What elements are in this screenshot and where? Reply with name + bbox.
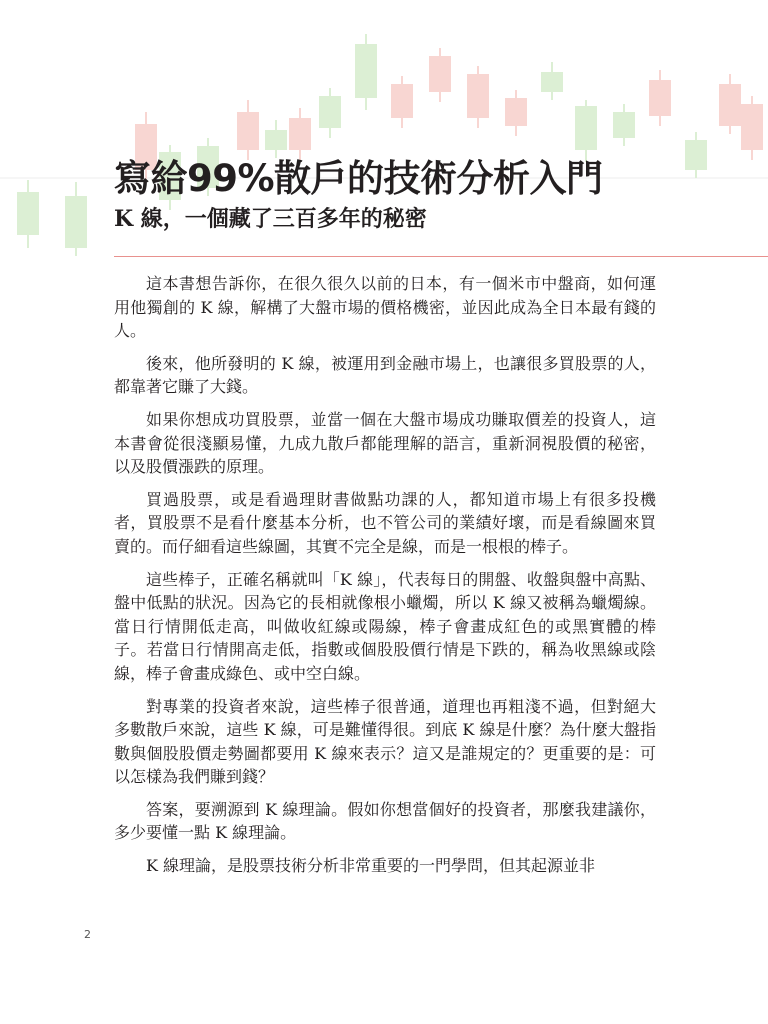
candle-body [429, 56, 451, 92]
candle-body [289, 118, 311, 150]
candle-body [541, 72, 563, 92]
candle-body [65, 196, 87, 248]
paragraph: K 線理論，是股票技術分析非常重要的一門學問，但其起源並非 [146, 856, 596, 876]
paragraph: 如果你想成功買股票，並當一個在大盤市場成功賺取價差的投資人，這本書會從很淺顯易懂，九成九散戶都能理解的語言，重新洞視股價的秘密，以及股價漲跌的原理。 [114, 409, 656, 477]
candle-body [237, 112, 259, 150]
page-number: 2 [84, 928, 91, 941]
candle-body [613, 112, 635, 138]
candle-body [719, 84, 741, 126]
page-title: 寫給99%散戶的技術分析入門 [114, 157, 603, 200]
paragraph: 這些棒子，正確名稱就叫「K 線」，代表每日的開盤、收盤與盤中高點、盤中低點的狀況。因為它的長相就像根小蠟燭，所以 K 線又被稱為蠟燭線。當日行情開低走高，叫做收紅線或陽線，棒子會畫成紅色的或黑實體的棒子。若當日行情開高走低，指數或個股股價行情是下跌的，稱為收黑線或陰線，棒子會畫成綠色、或中空白線。 [114, 569, 656, 683]
paragraph: 對專業的投資者來說，這些棒子很普通，道理也再粗淺不過，但對絕大多數散戶來說，這些 K 線，可是難懂得很。到底 K 線是什麼？為什麼大盤指數與個股股價走勢圖都要用 K 線來表示？這又是誰規定的？更重要的是：可以怎樣為我們賺到錢？ [114, 696, 656, 787]
body-text [114, 272, 656, 887]
candle-body [17, 192, 39, 235]
paragraph: 買過股票，或是看過理財書做點功課的人，都知道市場上有很多投機者，買股票不是看什麼基本分析，也不管公司的業績好壞，而是看線圖來買賣的。而仔細看這些線圖，其實不完全是線，而是一根根的棒子。 [114, 489, 656, 556]
candle-body [685, 140, 707, 170]
candle-body [265, 130, 287, 150]
paragraph: 答案，要溯源到 K 線理論。假如你想當個好的投資者，那麼我建議你，多少要懂一點 K 線理論。 [114, 799, 656, 843]
candle-body [649, 80, 671, 116]
candle-body [741, 104, 763, 150]
candle-body [355, 44, 377, 98]
candle-body [391, 84, 413, 118]
paragraph: 後來，他所發明的 K 線，被運用到金融市場上，也讓很多買股票的人，都靠著它賺了大錢。 [114, 353, 656, 397]
candle-body [319, 96, 341, 128]
paragraph: 這本書想告訴你，在很久很久以前的日本，有一個米市中盤商，如何運用他獨創的 K 線，解構了大盤市場的價格機密，並因此成為全日本最有錢的人。 [114, 274, 656, 341]
title-divider [114, 256, 768, 257]
candle-body [575, 106, 597, 150]
page-subtitle: K 線，一個藏了三百多年的秘密 [114, 206, 427, 232]
candle-body [505, 98, 527, 126]
candle-body [467, 74, 489, 118]
